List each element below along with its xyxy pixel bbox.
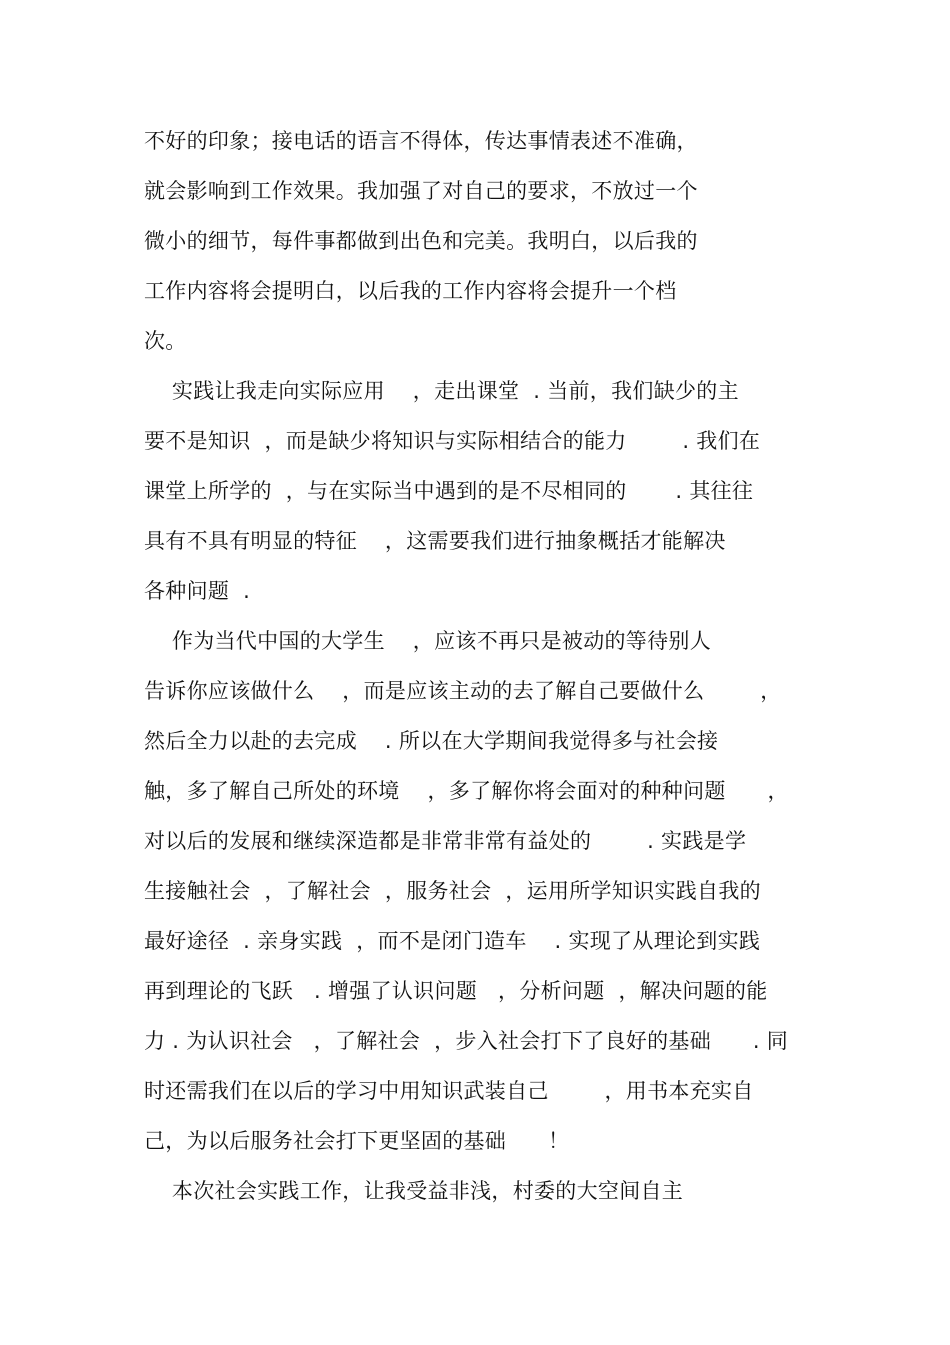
text-line: 各种问题 . xyxy=(144,579,251,603)
text-line: 最好途径 . 亲身实践 ，而不是闭门造车 . 实现了从理论到实践 xyxy=(144,929,761,953)
text-line: 具有不具有明显的特征 ，这需要我们进行抽象概括才能解决 xyxy=(144,529,726,553)
text-line: 力 . 为认识社会 ，了解社会 ，步入社会打下了良好的基础 . 同 xyxy=(144,1029,789,1053)
text-line: 生接触社会 ，了解社会 ，服务社会 ，运用所学知识实践自我的 xyxy=(144,879,761,903)
text-line: 对以后的发展和继续深造都是非常非常有益处的 . 实践是学 xyxy=(144,829,747,853)
text-line: 要不是知识 ，而是缺少将知识与实际相结合的能力 . 我们在 xyxy=(144,429,761,453)
text-line: 实践让我走向实际应用 ，走出课堂 . 当前，我们缺少的主 xyxy=(144,379,739,403)
text-line: 己，为以后服务社会打下更坚固的基础 ！ xyxy=(144,1129,570,1153)
text-line: 然后全力以赴的去完成 . 所以在大学期间我觉得多与社会接 xyxy=(144,729,719,753)
text-line: 课堂上所学的 ，与在实际当中遇到的是不尽相同的 . 其往往 xyxy=(144,479,754,503)
text-line: 本次社会实践工作，让我受益非浅，村委的大空间自主 xyxy=(144,1179,684,1203)
text-line: 告诉你应该做什么 ，而是应该主动的去了解自己要做什么 ， xyxy=(144,679,782,703)
text-line: 次。 xyxy=(144,329,187,353)
text-line: 不好的印象；接电话的语言不得体，传达事情表述不准确， xyxy=(144,129,698,153)
text-line: 作为当代中国的大学生 ，应该不再只是被动的等待别人 xyxy=(144,629,711,653)
text-line: 工作内容将会提明白，以后我的工作内容将会提升一个档 xyxy=(144,279,677,303)
text-line: 触，多了解自己所处的环境 ，多了解你将会面对的种种问题 ， xyxy=(144,779,789,803)
text-line: 就会影响到工作效果。我加强了对自己的要求，不放过一个 xyxy=(144,179,698,203)
text-line: 微小的细节，每件事都做到出色和完美。我明白，以后我的 xyxy=(144,229,698,253)
text-line: 再到理论的飞跃 . 增强了认识问题 ，分析问题 ，解决问题的能 xyxy=(144,979,768,1003)
text-line: 时还需我们在以后的学习中用知识武装自己 ，用书本充实自 xyxy=(144,1079,754,1103)
